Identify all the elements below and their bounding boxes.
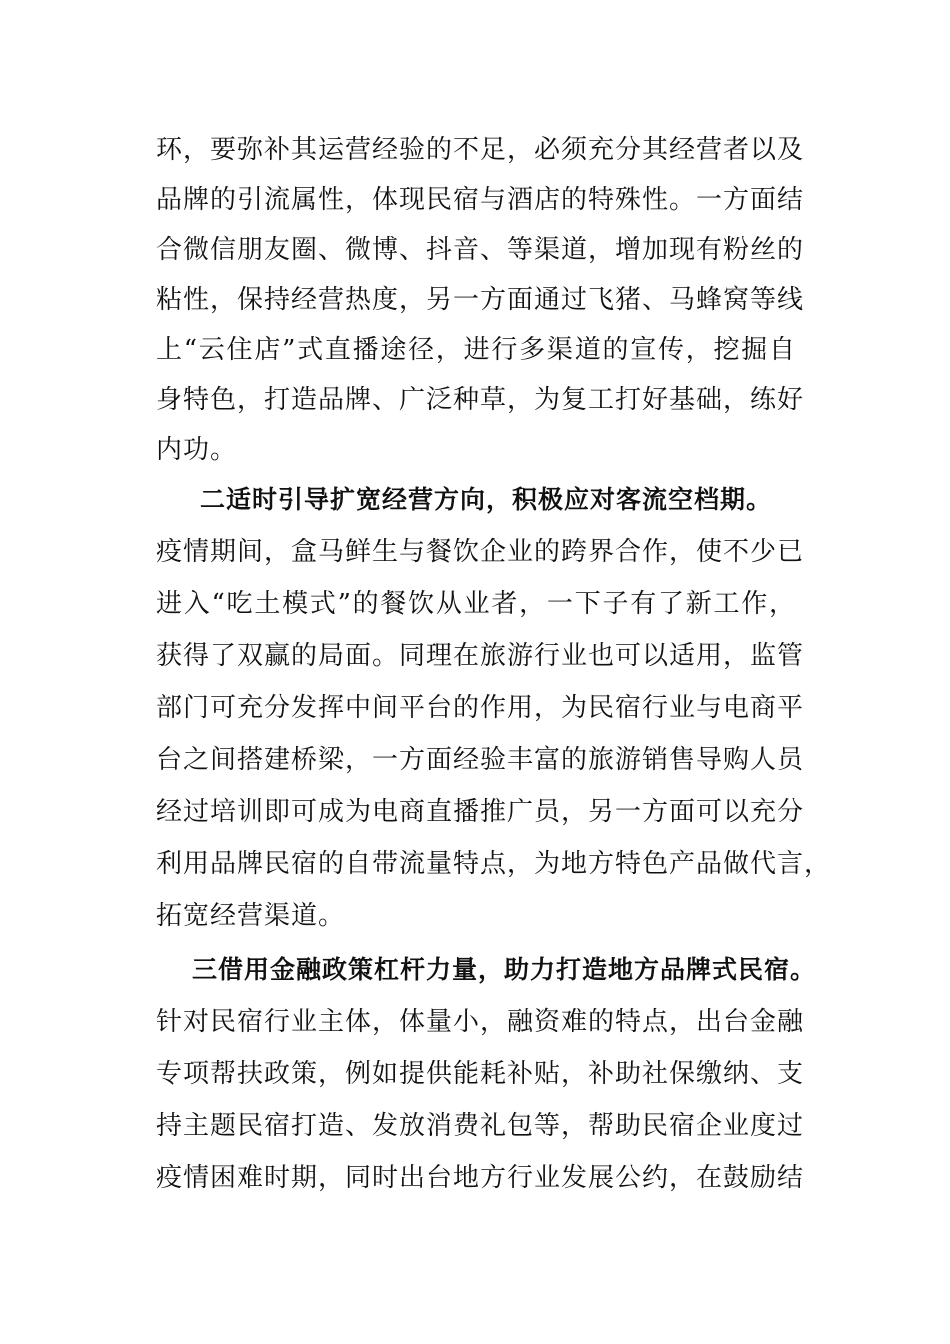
paragraph-1-line-1: 环，要弥补其运营经验的不足，必须充分其经营者以及 <box>156 135 805 165</box>
section-heading-2: 二适时引导扩宽经营方向，积极应对客流空档期。 <box>200 485 773 514</box>
paragraph-2-line-7: 利用品牌民宿的自带流量特点，为地方特色产品做代言， <box>156 849 832 879</box>
paragraph-2-line-6: 经过培训即可成为电商直播推广员，另一方面可以充分 <box>156 797 805 827</box>
paragraph-1-line-4: 粘性，保持经营热度，另一方面通过飞猪、马蜂窝等线 <box>156 285 805 315</box>
paragraph-2-line-4: 部门可充分发挥中间平台的作用，为民宿行业与电商平 <box>156 693 805 723</box>
paragraph-3-line-4: 疫情困难时期，同时出台地方行业发展公约，在鼓励结 <box>156 1163 805 1193</box>
paragraph-3-line-3: 持主题民宿打造、发放消费礼包等，帮助民宿企业度过 <box>156 1111 805 1141</box>
paragraph-1-line-3: 合微信朋友圈、微博、抖音、等渠道，增加现有粉丝的 <box>156 235 805 265</box>
paragraph-2-line-1: 疫情期间，盒马鲜生与餐饮企业的跨界合作，使不少已 <box>156 537 805 567</box>
section-heading-3: 三借用金融政策杠杆力量，助力打造地方品牌式民宿。 <box>192 955 817 984</box>
paragraph-3-line-2: 专项帮扶政策，例如提供能耗补贴，补助社保缴纳、支 <box>156 1059 805 1089</box>
paragraph-2-line-2: 进入“吃土模式”的餐饮从业者，一下子有了新工作， <box>156 589 796 619</box>
paragraph-3-line-1: 针对民宿行业主体，体量小，融资难的特点，出台金融 <box>156 1007 805 1037</box>
paragraph-1-line-6: 身特色，打造品牌、广泛种草，为复工打好基础，练好 <box>156 385 805 415</box>
paragraph-2-line-5: 台之间搭建桥梁，一方面经验丰富的旅游销售导购人员 <box>156 745 805 775</box>
paragraph-1-line-7: 内功。 <box>156 435 238 465</box>
paragraph-1-line-2: 品牌的引流属性，体现民宿与酒店的特殊性。一方面结 <box>156 185 805 215</box>
paragraph-2-line-8: 拓宽经营渠道。 <box>156 901 346 931</box>
paragraph-2-line-3: 获得了双赢的局面。同理在旅游行业也可以适用，监管 <box>156 641 805 671</box>
paragraph-1-line-5: 上“云住店”式直播途径，进行多渠道的宣传，挖掘自 <box>156 335 796 365</box>
